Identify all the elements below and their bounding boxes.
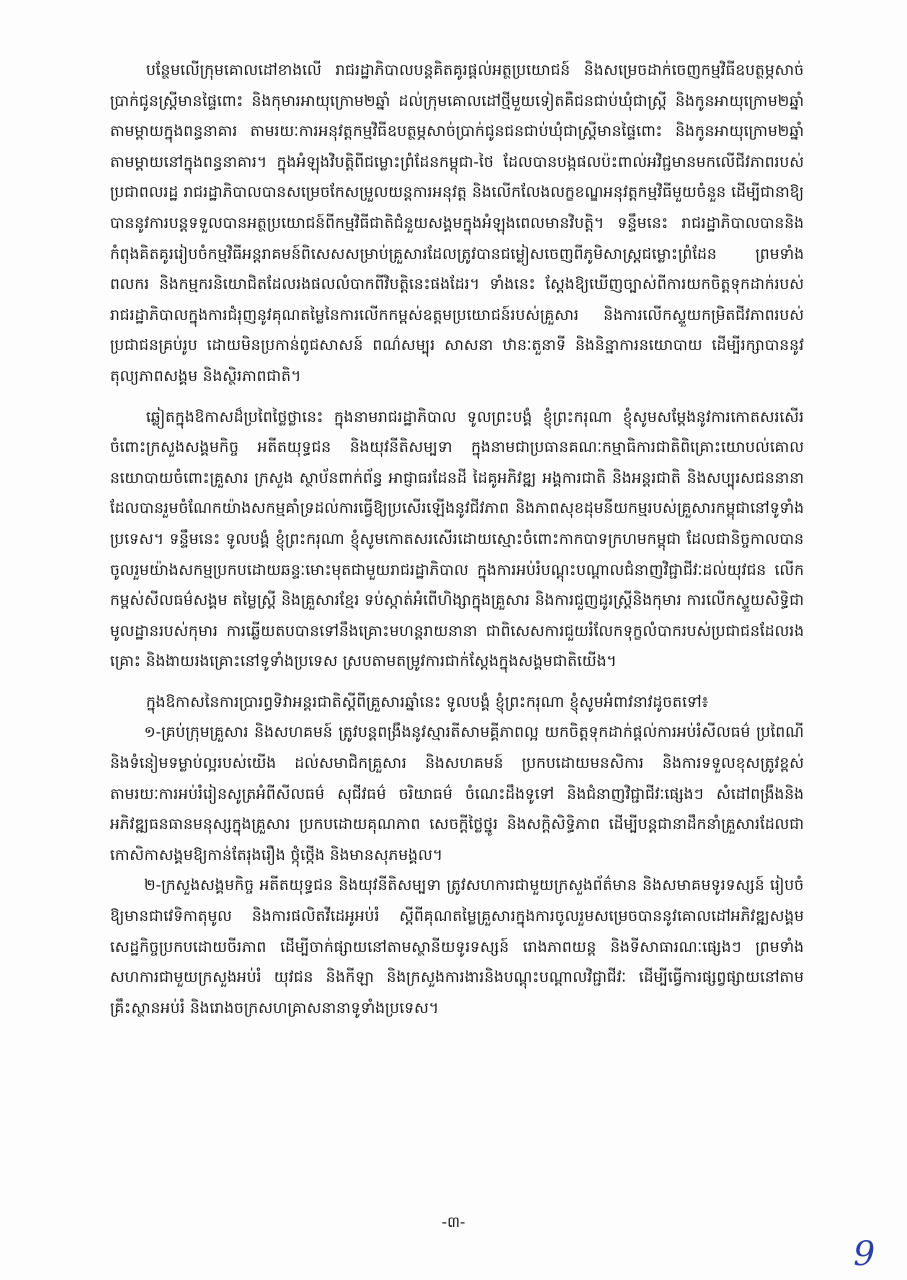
handwritten-page-mark: 9 xyxy=(853,1234,875,1274)
paragraph-appeal-intro: ក្នុងឱកាសនៃការប្រារព្ធទិវាអន្តរជាតិស្តីពីគ្រួសារឆ្នាំនេះ ទូលបង្គំ ខ្ញុំព្រះករុណា ខ្ញុំសូមអំពាវនាវដូចតទៅ៖ xyxy=(146,692,709,711)
paragraph-point-2: ២-ក្រសួងសង្គមកិច្ច អតីតយុទ្ធជន និងយុវនីតិសម្បទា ត្រូវសហការជាមួយក្រសួងព័ត៌មាន និងសមាគមទូរទស្សន៍ រៀបចំឱ្យមានជាវេទិកាតុមូល និងការផលិតវីដេអូអប់រំ ស្តីពីគុណតម្លៃគ្រួសារក្នុងការចូលរួមសម្រេចបាននូវគោលដៅអភិវឌ្ឍសង្គម សេដ្ឋកិច្ចប្រកបដោយចីរភាព ដើម្បីចាក់ផ្សាយនៅតាមស្ថានីយទូរទស្សន៍ រោងភាពយន្ត និងទីសាធារណៈផ្សេងៗ ព្រមទាំងសហការជាមួយក្រសួងអប់រំ យុវជន និងកីឡា និងក្រសួងការងារនិងបណ្ដុះបណ្ដាលវិជ្ជាជីវៈ ដើម្បីធ្វើការផ្សព្វផ្សាយនៅតាមគ្រឹះស្ថានអប់រំ និងរោងចក្រសហគ្រាសនានាទូទាំងប្រទេស។ xyxy=(110,876,804,1017)
paragraph-acknowledgement: ឆ្លៀតក្នុងឱកាសដ៏ប្រពៃថ្លៃថ្លានេះ ក្នុងនាមរាជរដ្ឋាភិបាល ទូលព្រះបង្គំ ខ្ញុំព្រះករុណា ខ្ញុំសូមសម្ដែងនូវការកោតសរសើរចំពោះក្រសួងសង្គមកិច្ច អតីតយុទ្ធជន និងយុវនីតិសម្បទា ក្នុងនាមជាប្រធានគណៈកម្មាធិការជាតិពិគ្រោះយោបល់គោលនយោបាយចំពោះគ្រួសារ ក្រសួង ស្ថាប័នពាក់ព័ន្ធ អាជ្ញាធរដែនដី ដៃគូអភិវឌ្ឍ អង្គការជាតិ និងអន្តរជាតិ និងសប្បុរសជននានា ដែលបានរួមចំណែកយ៉ាងសកម្មគាំទ្រដល់ការធ្វើឱ្យប្រសើរឡើងនូវជីវភាព និងភាពសុខដុមនីយកម្មរបស់គ្រួសារកម្ពុជានៅទូទាំងប្រទេស។ ទន្ទឹមនេះ ទូលបង្គំ ខ្ញុំព្រះករុណា ខ្ញុំសូមកោតសរសើរដោយស្មោះចំពោះកាកបាទក្រហមកម្ពុជា ដែលជានិច្ចកាលបានចូលរួមយ៉ាងសកម្មប្រកបដោយឆន្ទៈមោះមុតជាមួយរាជរដ្ឋាភិបាល ក្នុងការអប់រំបណ្ដុះបណ្ដាលជំនាញវិជ្ជាជីវៈដល់យុវជន លើកកម្ពស់សីលធម៌សង្គម តម្លៃស្ត្រី និងគ្រួសារខ្មែរ ទប់ស្កាត់អំពើហិង្សាក្នុងគ្រួសារ និងការជួញដូរស្ត្រីនិងកុមារ ការលើកស្ទួយសិទ្ធិជាមូលដ្ឋានរបស់កុមារ ការឆ្លើយតបបានទៅនឹងគ្រោះមហន្តរាយនានា ជាពិសេសការជួយរំលែកទុក្ខលំបាករបស់ប្រជាជនដែលរងគ្រោះ និងងាយរងគ្រោះនៅទូទាំងប្រទេស ស្របតាមតម្រូវការជាក់ស្ដែងក្នុងសង្គមជាតិយើង។ xyxy=(110,407,804,671)
document-body xyxy=(110,55,804,1033)
paragraph-point-1: ១-គ្រប់ក្រុមគ្រួសារ និងសហគមន៍ ត្រូវបន្តពង្រឹងនូវស្មារតីសាមគ្គីភាពល្អ យកចិត្តទុកដាក់ផ្ដល់ការអប់រំសីលធម៌ ប្រពៃណី និងទំនៀមទម្លាប់ល្អរបស់យើង ដល់សមាជិកគ្រួសារ និងសហគមន៍ ប្រកបដោយមនសិការ និងការទទួលខុសត្រូវខ្ពស់ តាមរយៈការអប់រំរៀនសូត្រអំពីសីលធម៌ សុជីវធម៌ ចរិយាធម៌ ចំណេះដឹងទូទៅ និងជំនាញវិជ្ជាជីវៈផ្សេងៗ សំដៅពង្រឹងនិងអភិវឌ្ឍធនធានមនុស្សក្នុងគ្រួសារ ប្រកបដោយគុណភាព សេចក្ដីថ្លៃថ្នូរ និងសក្តិសិទ្ធិភាព ដើម្បីបន្តជានាដឹកនាំគ្រួសារដែលជាកោសិកាសង្គមឱ្យកាន់តែរុងរឿង ថ្កុំថ្កើង និងមានសុភមង្គល។ xyxy=(110,723,804,864)
page-number: -៣- xyxy=(441,1213,466,1231)
paragraph-intro: បន្ថែមលើក្រុមគោលដៅខាងលើ រាជរដ្ឋាភិបាលបន្តគិតគូរផ្តល់អត្ថប្រយោជន៍ និងសម្រេចដាក់ចេញកម្មវិធីឧបត្ថម្ភសាច់ប្រាក់ជូនស្ត្រីមានផ្ទៃពោះ និងកុមារអាយុក្រោម២ឆ្នាំ ដល់ក្រុមគោលដៅថ្មីមួយទៀតគឺជនជាប់ឃុំជាស្ត្រី និងកូនអាយុក្រោម២ឆ្នាំ តាមម្ដាយក្នុងពន្ធនាគារ តាមរយៈការអនុវត្តកម្មវិធីឧបត្ថម្ភសាច់ប្រាក់ជូនជនជាប់ឃុំជាស្ត្រីមានផ្ទៃពោះ និងកូនអាយុក្រោម២ឆ្នាំតាមម្ដាយនៅក្នុងពន្ធនាគារ។ ក្នុងអំឡុងវិបត្តិពីជម្លោះព្រំដែនកម្ពុជា-ថៃ ដែលបានបង្កផលប៉ះពាល់អវិជ្ជមានមកលើជីវភាពរបស់ប្រជាពលរដ្ឋ រាជរដ្ឋាភិបាលបានសម្រេចកែសម្រួលយន្តការអនុវត្ត និងលើកលែងលក្ខខណ្ឌអនុវត្តកម្មវិធីមួយចំនួន ដើម្បីជានាឱ្យបាននូវការបន្តទទួលបានអត្ថប្រយោជន៍ពីកម្មវិធីជាតិជំនួយសង្គមក្នុងអំឡុងពេលមានវិបត្តិ។ ទន្ទឹមនេះ រាជរដ្ឋាភិបាលបាននិងកំពុងគិតគូររៀបចំកម្មវិធីអន្តរាគមន៍ពិសេសសម្រាប់គ្រួសារដែលត្រូវបានជម្លៀសចេញពីភូមិសាស្ត្រជម្លោះព្រំដែន ព្រមទាំងពលករ និងកម្មករនិយោជិតដែលរងផលលំបាកពីវិបត្តិនេះផងដែរ។ ទាំងនេះ ស្តែងឱ្យឃើញច្បាស់ពីការយកចិត្តទុកដាក់របស់រាជរដ្ឋាភិបាលក្នុងការជំរុញនូវគុណតម្លៃនៃការលើកកម្ពស់ឧត្តមប្រយោជន៍របស់គ្រួសារ និងការលើកស្ទួយកម្រិតជីវភាពរបស់ប្រជាជនគ្រប់រូប ដោយមិនប្រកាន់ពូជសាសន៍ ពណ៌សម្បុរ សាសនា ឋានៈតួនាទី និងនិន្នាការនយោបាយ ដើម្បីរក្សាបាននូវតុល្យភាពសង្គម និងស្ថិរភាពជាតិ។ xyxy=(110,61,804,385)
